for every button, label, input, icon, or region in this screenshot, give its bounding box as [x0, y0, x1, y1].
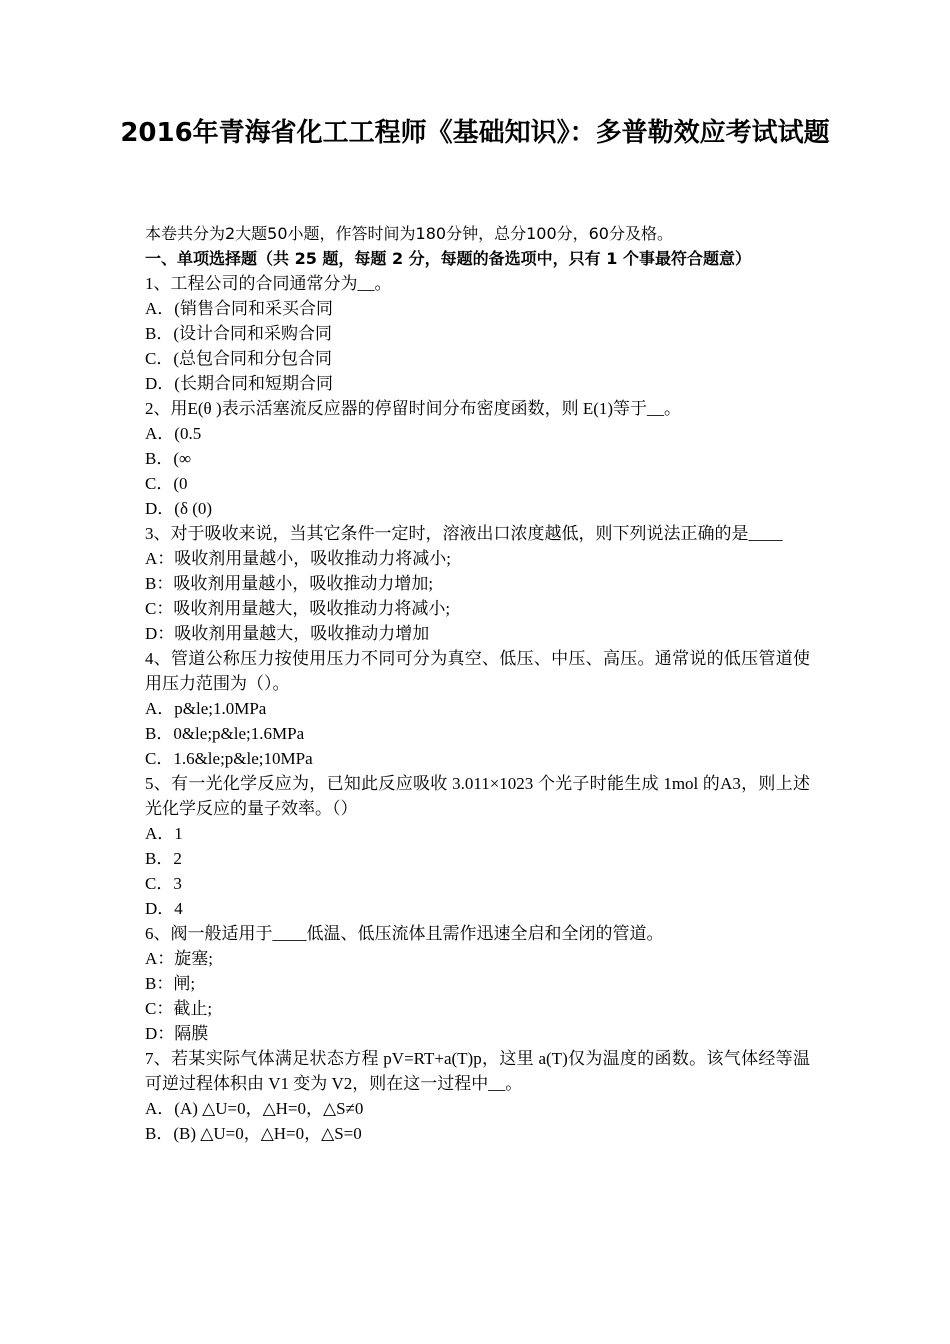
question-option: B：闸;	[145, 974, 196, 993]
question-stem: 5、有一光化学反应为，已知此反应吸收 3.011×1023 个光子时能生成 1mol 的A3，则上述光化学反应的量子效率。（）	[145, 774, 810, 818]
question-option: B：吸收剂用量越小，吸收推动力增加;	[145, 574, 434, 593]
question-stem: 6、阀一般适用于____低温、低压流体且需作迅速全启和全闭的管道。	[145, 924, 664, 943]
question-stem: 4、管道公称压力按使用压力不同可分为真空、低压、中压、高压。通常说的低压管道使用压力范围为（）。	[145, 649, 810, 693]
question-option: C．3	[145, 874, 182, 893]
question-option: C．(总包合同和分包合同	[145, 349, 332, 368]
question-option: D：隔膜	[145, 1024, 209, 1043]
question-stem: 3、对于吸收来说，当其它条件一定时，溶液出口浓度越低，则下列说法正确的是____	[145, 524, 783, 543]
question	[145, 521, 810, 646]
question-option: A．(A) △U=0，△H=0，△S≠0	[145, 1099, 364, 1118]
question-option: C．(0	[145, 474, 188, 493]
question-option: D．(长期合同和短期合同	[145, 374, 333, 393]
question-option: D：吸收剂用量越大，吸收推动力增加	[145, 624, 430, 643]
question-option: A．(0.5	[145, 424, 202, 443]
question-option: A．1	[145, 824, 183, 843]
question	[145, 1046, 810, 1146]
question-option: B．(设计合同和采购合同	[145, 324, 332, 343]
section-heading: 一、单项选择题（共 25 题，每题 2 分，每题的备选项中，只有 1 个事最符合题意）	[145, 249, 751, 268]
question-stem: 7、若某实际气体满足状态方程 pV=RT+a(T)p，这里 a(T)仅为温度的函数。该气体经等温可逆过程体积由 V1 变为 V2，则在这一过程中__。	[145, 1049, 810, 1093]
question	[145, 921, 810, 1046]
question-option: A．(销售合同和采买合同	[145, 299, 333, 318]
question-option: A：旋塞;	[145, 949, 213, 968]
question	[145, 646, 810, 771]
exam-intro: 本卷共分为2大题50小题，作答时间为180分钟，总分100分，60分及格。	[145, 224, 673, 243]
question	[145, 396, 810, 521]
question-option: D．(δ (0)	[145, 499, 213, 518]
question-option: C：吸收剂用量越大，吸收推动力将减小;	[145, 599, 451, 618]
document-body	[145, 221, 810, 1146]
question-option: A．p&le;1.0MPa	[145, 699, 267, 718]
question-stem: 1、工程公司的合同通常分为__。	[145, 274, 392, 293]
question-option: A：吸收剂用量越小，吸收推动力将减小;	[145, 549, 451, 568]
question-option: D．4	[145, 899, 183, 918]
question-option: B．(B) △U=0，△H=0，△S=0	[145, 1124, 362, 1143]
question-stem: 2、用E(θ )表示活塞流反应器的停留时间分布密度函数，则 E(1)等于__。	[145, 399, 682, 418]
question	[145, 771, 810, 921]
question-option: B．(∞	[145, 449, 192, 468]
question-option: B．0&le;p&le;1.6MPa	[145, 724, 305, 743]
question-option: B．2	[145, 849, 182, 868]
question	[145, 271, 810, 396]
question-option: C：截止;	[145, 999, 213, 1018]
question-option: C．1.6&le;p&le;10MPa	[145, 749, 313, 768]
document-title: 2016年青海省化工工程师《基础知识》：多普勒效应考试试题	[120, 118, 830, 148]
